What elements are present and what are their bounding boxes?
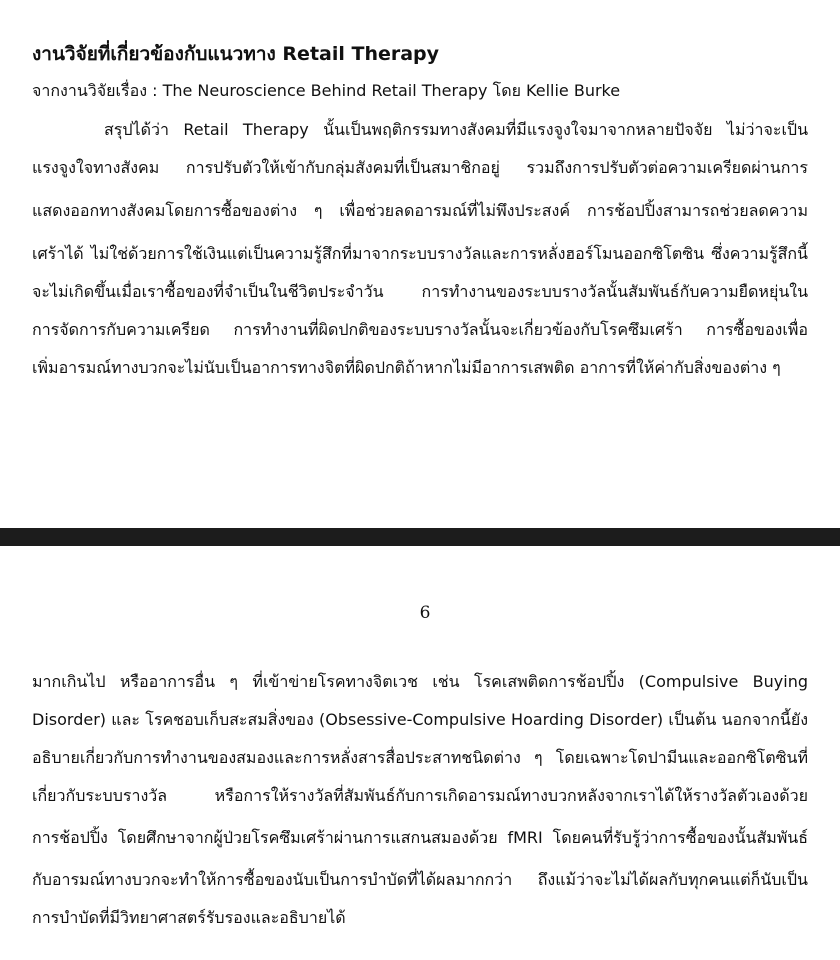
section-heading: งานวิจัยที่เกี่ยวข้องกับแนวทาง Retail Therapy [32,43,440,65]
paragraph-line: มากเกินไป หรืออาการอื่น ๆ ที่เข้าข่ายโรคทางจิตเวช เช่น โรคเสพติดการช้อปปิ้ง (Compulsive Buying [32,672,808,691]
paragraph-line: การจัดการกับความเครียด การทำงานที่ผิดปกติของระบบรางวัลนั้นจะเกี่ยวข้องกับโรคซึมเศร้า การซื้อของเพื่อ [32,320,808,339]
paragraph-line: เศร้าได้ ไม่ใช่ด้วยการใช้เงินแต่เป็นความรู้สึกที่มาจากระบบรางวัลและการหลั่งฮอร์โมนออกซิโตซิน ซึ่งความรู้สึกนี้ [32,244,808,263]
paragraph-line: แรงจูงใจทางสังคม การปรับตัวให้เข้ากับกลุ่มสังคมที่เป็นสมาชิกอยู่ รวมถึงการปรับตัวต่อความเครียดผ่านการ [32,158,808,177]
source-citation: จากงานวิจัยเรื่อง : The Neuroscience Behind Retail Therapy โดย Kellie Burke [32,81,621,100]
paragraph-line: สรุปได้ว่า Retail Therapy นั้นเป็นพฤติกรรมทางสังคมที่มีแรงจูงใจมาจากหลายปัจจัย ไม่ว่าจะเป็น [104,120,808,139]
paragraph-line: จะไม่เกิดขึ้นเมื่อเราซื้อของที่จำเป็นในชีวิตประจำวัน การทำงานของระบบรางวัลนั้นสัมพันธ์กับความยืดหยุ่นใน [32,282,808,301]
page-divider [0,528,840,546]
paragraph-line: เกี่ยวกับระบบรางวัล หรือการให้รางวัลที่สัมพันธ์กับการเกิดอารมณ์ทางบวกหลังจากเราได้ให้รางวัลตัวเองด้วย [32,786,808,805]
paragraph-line: แสดงออกทางสังคมโดยการซื้อของต่าง ๆ เพื่อช่วยลดอารมณ์ที่ไม่พึงประสงค์ การช้อปปิ้งสามารถช่วยลดความ [32,201,808,220]
paragraph-line: อธิบายเกี่ยวกับการทำงานของสมองและการหลั่งสารสื่อประสาทชนิดต่าง ๆ โดยเฉพาะโดปามีนและออกซิโตซินที่ [32,748,808,767]
paragraph-line: กับอารมณ์ทางบวกจะทำให้การซื้อของนับเป็นการบำบัดที่ได้ผลมากกว่า ถึงแม้ว่าจะไม่ได้ผลกับทุกคนแต่ก็นับเป็น [32,870,808,889]
paragraph-line: Disorder) และ โรคชอบเก็บสะสมสิ่งของ (Obsessive-Compulsive Hoarding Disorder) เป็นต้น นอกจากนี้ยัง [32,710,809,729]
page-number: 6 [419,603,431,623]
paragraph-line: การช้อปปิ้ง โดยศึกษาจากผู้ป่วยโรคซึมเศร้าผ่านการแสกนสมองด้วย fMRI โดยคนที่รับรู้ว่าการซื้อของนั้นสัมพันธ์ [32,828,808,847]
paragraph-line: การบำบัดที่มีวิทยาศาสตร์รับรองและอธิบายได้ [32,908,346,927]
paragraph-line: เพิ่มอารมณ์ทางบวกจะไม่นับเป็นอาการทางจิตที่ผิดปกติถ้าหากไม่มีอาการเสพติด อาการที่ให้ค่ากับสิ่งของต่าง ๆ [32,358,781,377]
